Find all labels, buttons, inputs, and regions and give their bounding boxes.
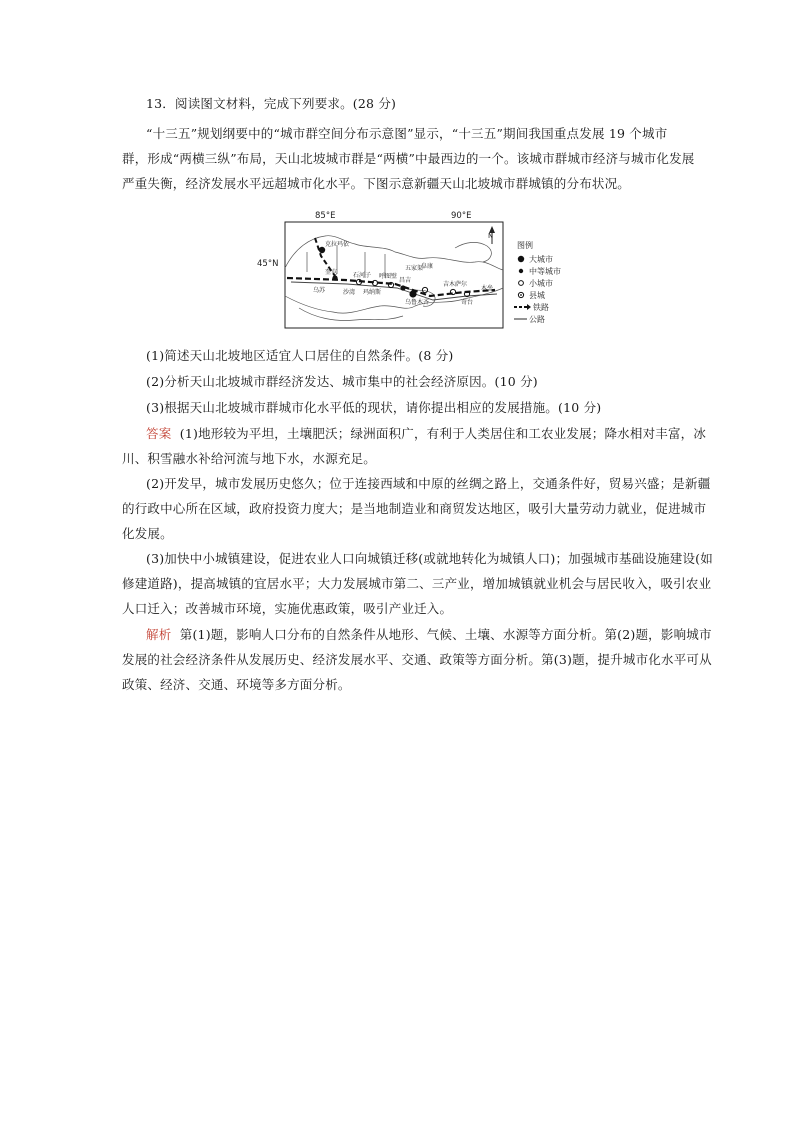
answer-2-line-3: 化发展。	[122, 526, 173, 541]
legend-title: 图例	[517, 241, 533, 250]
lon-label-85: 85°E	[315, 211, 336, 221]
legend-small-city: 小城市	[529, 279, 553, 288]
sub-question-1: (1)简述天山北坡地区适宜人口居住的自然条件。(8 分)	[146, 348, 454, 363]
place-label-shawan: 沙湾	[343, 289, 356, 296]
legend-big-city: 大城市	[529, 255, 553, 264]
map-legend	[514, 240, 561, 324]
answer-label: 答案	[146, 426, 172, 441]
city-marker-urumqi	[409, 290, 416, 297]
place-label-shihezi: 石河子	[353, 272, 372, 279]
answer-1-text-1: (1)地形较为平坦，土壤肥沃；绿洲面积广，有利于人类居住和工农业发展；降水相对丰富，冰	[179, 426, 707, 441]
lon-label-90: 90°E	[451, 211, 472, 221]
place-label-karamay: 克拉玛依	[325, 241, 350, 248]
question-header: 13．阅读图文材料，完成下列要求。(28 分)	[146, 96, 397, 111]
place-label-wusu: 乌苏	[313, 287, 326, 294]
place-label-qitai: 奇台	[461, 299, 474, 306]
analysis-line-2: 发展的社会经济条件从发展历史、经济发展水平、交通、政策等方面分析。第(3)题，提升城市化水平可从	[122, 652, 712, 667]
legend-railway: 铁路	[533, 303, 549, 312]
legend-medium-city: 中等城市	[529, 267, 561, 276]
city-marker-kuitun	[332, 275, 337, 280]
material-line-1: “十三五”规划纲要中的“城市群空间分布示意图”显示，“十三五”期间我国重点发展 19 个城市	[146, 126, 668, 141]
place-label-manas: 玛纳斯	[363, 289, 382, 296]
analysis-line-3: 政策、经济、交通、环境等多方面分析。	[122, 677, 351, 692]
place-label-fukang: 阜康	[421, 263, 434, 270]
analysis-line-1	[146, 625, 712, 645]
svg-text:N: N	[488, 232, 494, 240]
legend-highway: 公路	[529, 315, 545, 324]
place-label-hutubi: 呼图壁	[379, 273, 398, 280]
lat-label-45: 45°N	[257, 259, 279, 269]
place-label-wujiaqu: 五家渠	[405, 265, 424, 272]
answer-1-line-1	[146, 424, 707, 444]
analysis-text-1: 第(1)题，影响人口分布的自然条件从地形、气候、土壤、水源等方面分析。第(2)题，影响城市	[179, 627, 712, 642]
material-line-2: 群，形成“两横三纵”布局，天山北坡城市群是“两横”中最西边的一个。该城市群城市经济与城市化发展	[122, 151, 695, 166]
answer-1-line-2: 川、积雪融水补给河流与地下水，水源充足。	[122, 451, 377, 466]
place-label-urumqi: 乌鲁木齐	[405, 299, 430, 306]
answer-3-line-3: 人口迁入；改善城市环境，实施优惠政策，吸引产业迁入。	[122, 601, 453, 616]
place-label-kuitun: 奎屯	[325, 269, 338, 276]
sub-question-2: (2)分析天山北坡城市群经济发达、城市集中的社会经济原因。(10 分)	[146, 374, 538, 389]
place-label-changji: 昌吉	[399, 277, 412, 284]
city-marker-changji	[400, 285, 405, 290]
analysis-label: 解析	[146, 627, 172, 642]
answer-2-line-1: (2)开发早，城市发展历史悠久；位于连接西域和中原的丝绸之路上，交通条件好，贸易兴盛；是新疆	[146, 476, 711, 491]
answer-3-line-1: (3)加快中小城镇建设，促进农业人口向城镇迁移(或就地转化为城镇人口)；加强城市基础设施建设(如	[146, 551, 713, 566]
legend-county-town: 县城	[529, 291, 545, 300]
place-label-jimsar: 吉木萨尔	[443, 281, 468, 288]
answer-2-line-2: 的行政中心所在区域，政府投资力度大；是当地制造业和商贸发达地区，吸引大量劳动力就业，促进城市	[122, 501, 707, 516]
answer-3-line-2: 修建道路)，提高城镇的宜居水平；大力发展城市第二、三产业，增加城镇就业机会与居民收入，吸引农业	[122, 576, 712, 591]
place-label-mulei: 木垒	[481, 285, 494, 292]
city-cluster-map	[255, 208, 565, 330]
material-line-3: 严重失衡，经济发展水平远超城市化水平。下图示意新疆天山北坡城市群城镇的分布状况。	[122, 176, 631, 191]
sub-question-3: (3)根据天山北坡城市群城市化水平低的现状，请你提出相应的发展措施。(10 分)	[146, 400, 602, 415]
